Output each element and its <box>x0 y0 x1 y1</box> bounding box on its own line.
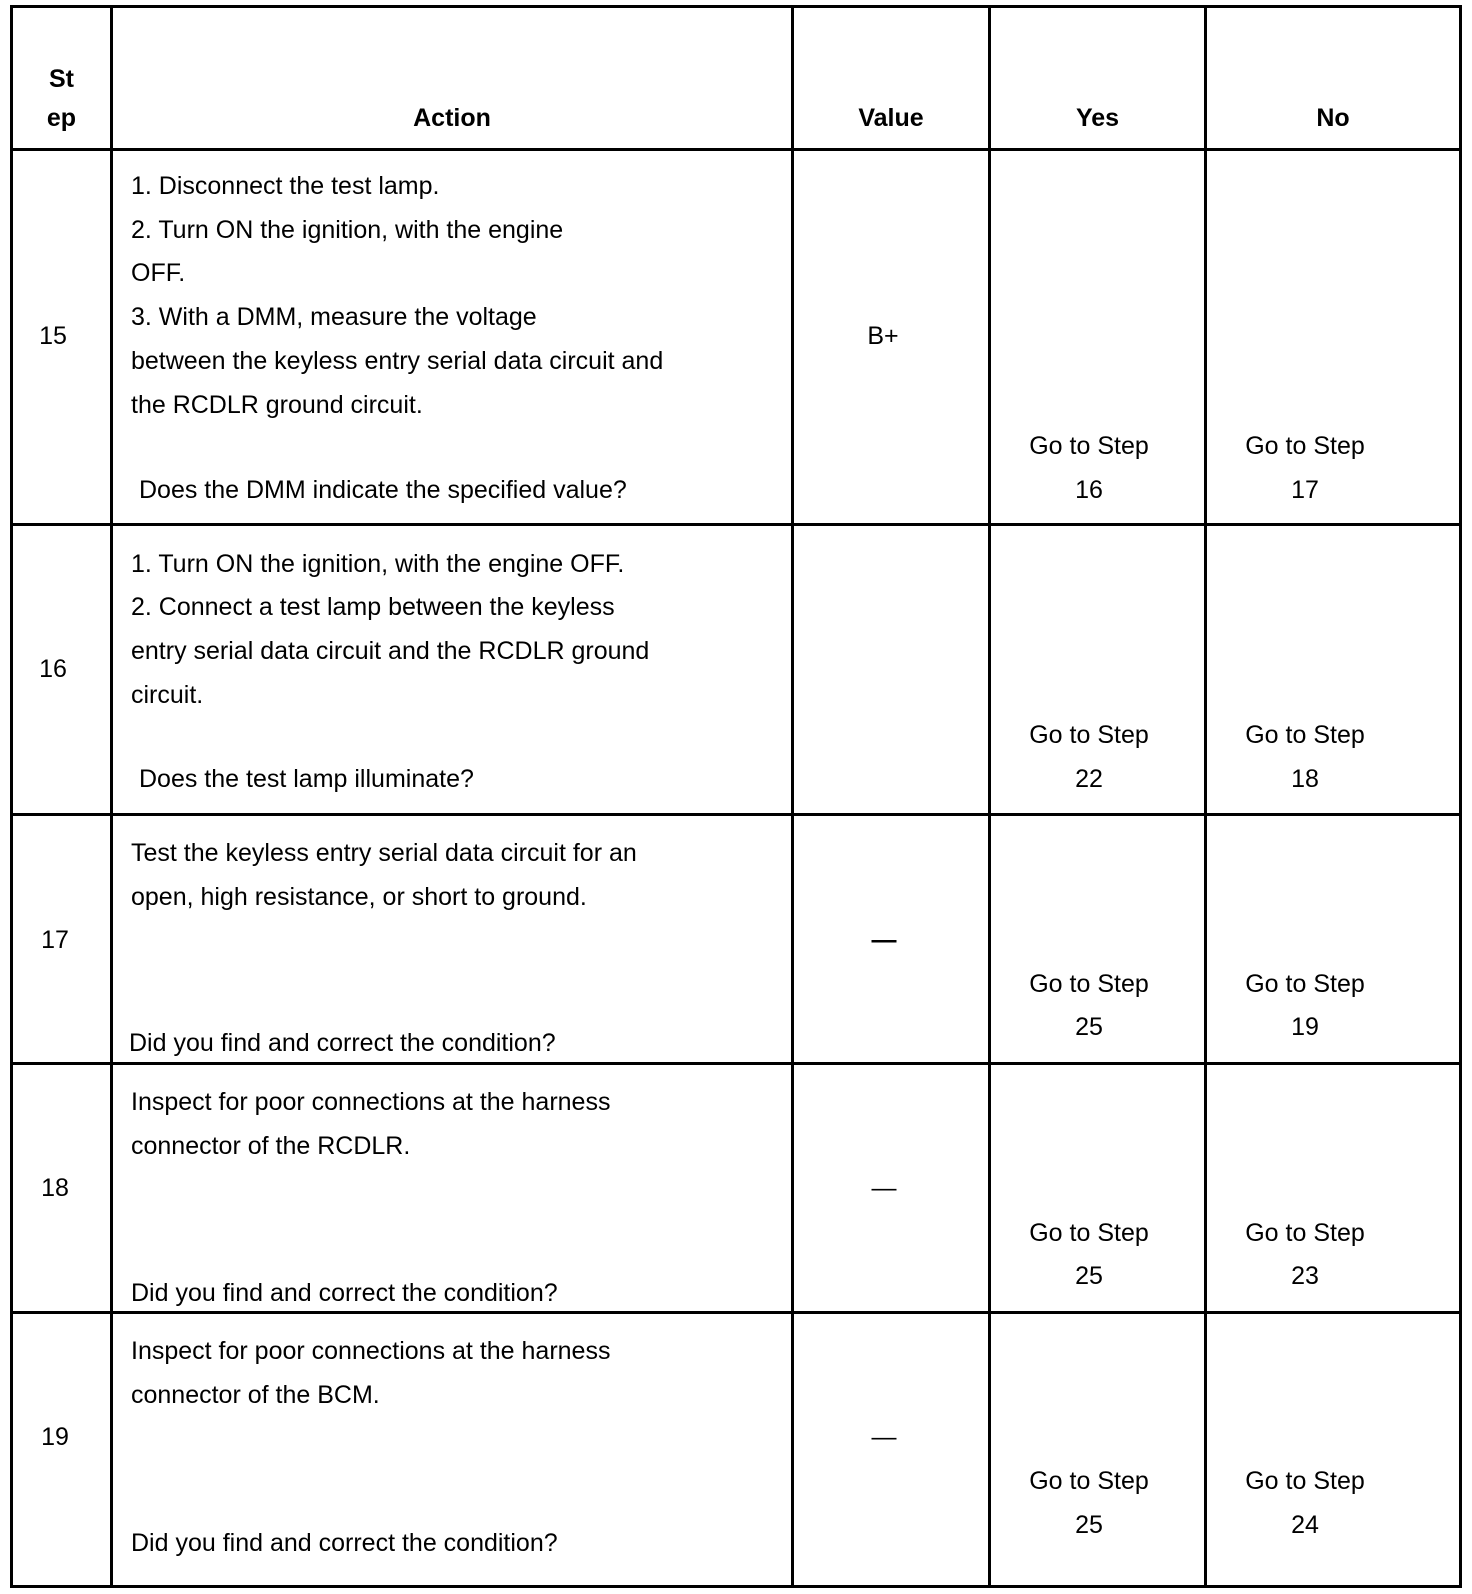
action-question: Does the DMM indicate the specified value? <box>139 476 627 504</box>
value-dash: — <box>871 926 897 954</box>
action-line: circuit. <box>131 681 204 709</box>
no-label: Go to Step <box>1245 721 1365 749</box>
action-question: Did you find and correct the condition? <box>131 1279 558 1307</box>
no-step: 17 <box>1291 476 1319 504</box>
action-line: 3. With a DMM, measure the voltage <box>131 303 537 331</box>
action-line: entry serial data circuit and the RCDLR ground <box>131 637 650 665</box>
action-line: connector of the BCM. <box>131 1381 380 1409</box>
yes-step: 16 <box>1075 476 1103 504</box>
col-divider <box>791 8 794 1585</box>
row-divider <box>13 148 1459 151</box>
header-no: No <box>1316 104 1350 132</box>
no-label: Go to Step <box>1245 432 1365 460</box>
no-label: Go to Step <box>1245 1219 1365 1247</box>
action-line: between the keyless entry serial data circuit and <box>131 347 664 375</box>
action-line: OFF. <box>131 259 186 287</box>
action-question: Did you find and correct the condition? <box>129 1029 556 1057</box>
yes-step: 25 <box>1075 1511 1103 1539</box>
yes-step: 25 <box>1075 1013 1103 1041</box>
no-step: 19 <box>1291 1013 1319 1041</box>
header-step-line2: ep <box>46 104 77 132</box>
col-divider <box>110 8 113 1585</box>
row-divider <box>13 523 1459 526</box>
action-line: Test the keyless entry serial data circuit for an <box>131 839 637 867</box>
action-line: open, high resistance, or short to ground. <box>131 883 587 911</box>
value-dash: — <box>871 1423 897 1451</box>
header-value: Value <box>858 104 924 132</box>
value-cell: B+ <box>867 322 899 350</box>
yes-label: Go to Step <box>1029 1219 1149 1247</box>
row-divider <box>13 813 1459 816</box>
step-number: 15 <box>39 322 67 350</box>
header-yes: Yes <box>1075 104 1120 132</box>
action-question: Does the test lamp illuminate? <box>139 765 474 793</box>
no-step: 23 <box>1291 1262 1319 1290</box>
action-line: 1. Turn ON the ignition, with the engine OFF. <box>131 550 625 578</box>
yes-label: Go to Step <box>1029 1467 1149 1495</box>
value-dash: — <box>871 1174 897 1202</box>
yes-step: 25 <box>1075 1262 1103 1290</box>
header-action: Action <box>413 104 491 132</box>
action-question: Did you find and correct the condition? <box>131 1529 558 1557</box>
step-number: 17 <box>41 926 69 954</box>
action-line: 2. Connect a test lamp between the keyless <box>131 593 615 621</box>
no-label: Go to Step <box>1245 1467 1365 1495</box>
action-line: Inspect for poor connections at the harness <box>131 1337 611 1365</box>
no-step: 24 <box>1291 1511 1319 1539</box>
no-label: Go to Step <box>1245 970 1365 998</box>
step-number: 18 <box>41 1174 69 1202</box>
yes-label: Go to Step <box>1029 432 1149 460</box>
no-step: 18 <box>1291 765 1319 793</box>
action-line: 1. Disconnect the test lamp. <box>131 172 440 200</box>
action-line: Inspect for poor connections at the harness <box>131 1088 611 1116</box>
step-number: 16 <box>39 655 67 683</box>
diagnostic-table <box>10 5 1462 1588</box>
yes-label: Go to Step <box>1029 721 1149 749</box>
action-line: the RCDLR ground circuit. <box>131 391 423 419</box>
yes-label: Go to Step <box>1029 970 1149 998</box>
action-line: connector of the RCDLR. <box>131 1132 411 1160</box>
action-line: 2. Turn ON the ignition, with the engine <box>131 216 564 244</box>
yes-step: 22 <box>1075 765 1103 793</box>
header-step-line1: St <box>49 65 74 93</box>
step-number: 19 <box>41 1423 69 1451</box>
